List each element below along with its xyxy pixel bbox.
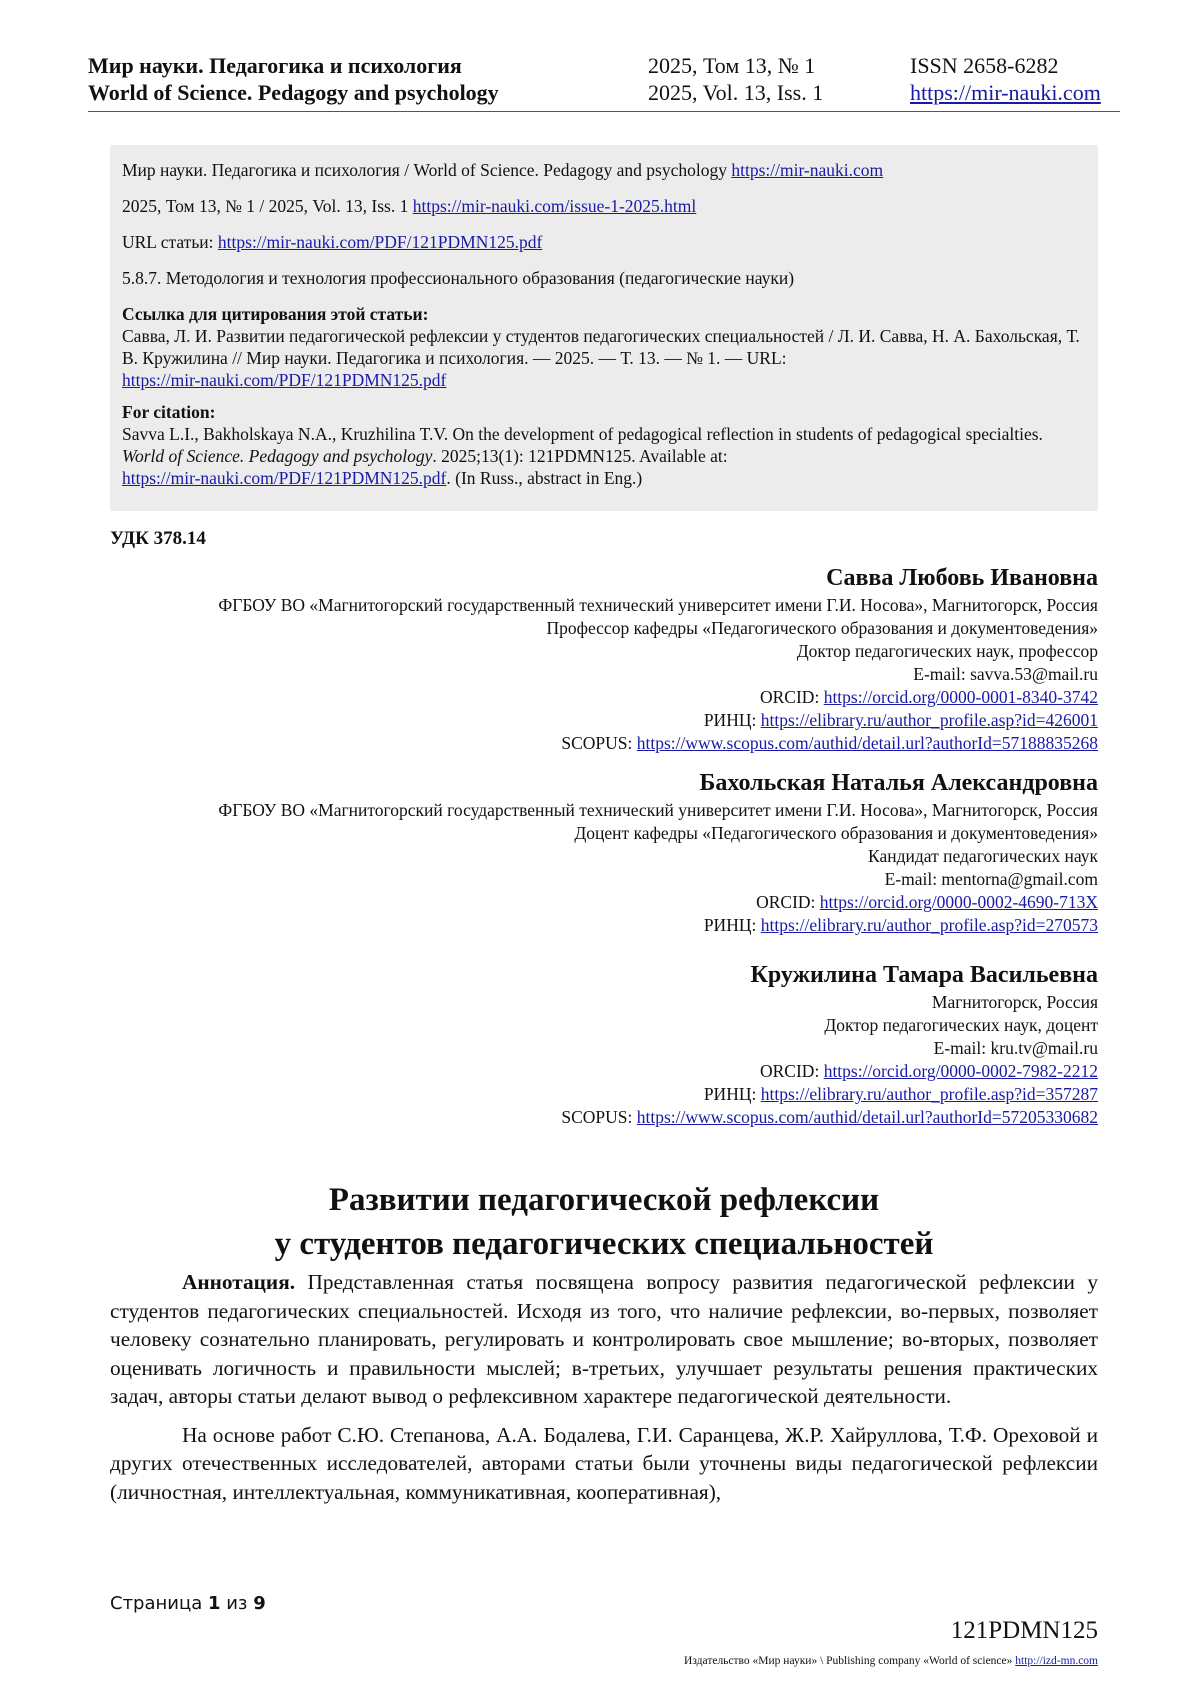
info-journal-text: Мир науки. Педагогика и психология / World of Science. Pedagogy and psychology xyxy=(122,160,732,180)
orcid-label: ORCID: xyxy=(760,1061,824,1081)
author-email: E-mail: savva.53@mail.ru xyxy=(913,664,1098,684)
issue-block xyxy=(648,52,823,106)
citation-ru-link[interactable]: https://mir-nauki.com/PDF/121PDMN125.pdf xyxy=(122,370,447,390)
rinc-link[interactable]: https://elibrary.ru/author_profile.asp?id=357287 xyxy=(760,1084,1098,1104)
info-url-link[interactable]: https://mir-nauki.com/PDF/121PDMN125.pdf xyxy=(217,232,543,252)
article-title-line-1: Развитии педагогической рефлексии xyxy=(328,1182,880,1218)
journal-title-en: World of Science. Pedagogy and psychology xyxy=(88,80,499,105)
orcid-label: ORCID: xyxy=(756,892,820,912)
author-3 xyxy=(98,959,1098,1129)
info-issue-link[interactable]: https://mir-nauki.com/issue-1-2025.html xyxy=(412,196,697,216)
author-scopus xyxy=(98,732,1098,755)
info-issue-text: 2025, Том 13, № 1 / 2025, Vol. 13, Iss. 1 xyxy=(122,196,413,216)
article-title-line-2: у студентов педагогических специальностей xyxy=(274,1226,934,1262)
udk-code: УДК 378.14 xyxy=(110,528,206,549)
page-prefix: Страница xyxy=(110,1593,208,1614)
citation-en-journal: World of Science. Pedagogy and psychology xyxy=(122,446,433,466)
author-email: E-mail: kru.tv@mail.ru xyxy=(933,1038,1098,1058)
citation-en-text: Savva L.I., Bakholskaya N.A., Kruzhilina T.V. On the development of pedagogical reflection in students of pedagogical specialties. xyxy=(122,424,1043,444)
citation-en xyxy=(122,401,1086,489)
rinc-link[interactable]: https://elibrary.ru/author_profile.asp?id=426001 xyxy=(760,710,1098,730)
author-email: E-mail: mentorna@gmail.com xyxy=(884,869,1098,889)
author-org: ФГБОУ ВО «Магнитогорский государственный технический университет имени Г.И. Носова», Магнитогорск, Россия xyxy=(218,800,1098,820)
page-current: 1 xyxy=(207,1593,221,1614)
issue-en: 2025, Vol. 13, Iss. 1 xyxy=(648,80,824,105)
orcid-link[interactable]: https://orcid.org/0000-0002-4690-713X xyxy=(819,892,1098,912)
orcid-link[interactable]: https://orcid.org/0000-0002-7982-2212 xyxy=(823,1061,1098,1081)
author-org: ФГБОУ ВО «Магнитогорский государственный технический университет имени Г.И. Носова», Магнитогорск, Россия xyxy=(218,595,1098,615)
author-rinc xyxy=(98,709,1098,732)
author-position: Профессор кафедры «Педагогического образования и документоведения» xyxy=(546,618,1098,638)
issn-block xyxy=(910,52,1101,106)
author-name: Савва Любовь Ивановна xyxy=(826,565,1098,591)
author-2 xyxy=(98,767,1098,937)
issue-ru: 2025, Том 13, № 1 xyxy=(648,53,816,78)
abstract-paragraph xyxy=(110,1268,1098,1411)
info-journal-link[interactable]: https://mir-nauki.com xyxy=(731,160,884,180)
article-info-box xyxy=(110,145,1098,511)
journal-site-link[interactable]: https://mir-nauki.com xyxy=(910,80,1101,105)
author-scopus xyxy=(98,1106,1098,1129)
page-total: 9 xyxy=(253,1593,266,1614)
publisher-line xyxy=(684,1655,1098,1667)
author-degree: Доктор педагогических наук, доцент xyxy=(824,1015,1098,1035)
page-mid: из xyxy=(220,1593,254,1614)
journal-title-ru: Мир науки. Педагогика и психология xyxy=(88,53,462,78)
body-paragraph-2: На основе работ С.Ю. Степанова, А.А. Бодалева, Г.И. Саранцева, Ж.Р. Хайруллова, Т.Ф. Ореховой и других отечественных исследователей, авторами статьи были уточнены виды педагогической рефлексии (личностная, интеллектуальная, коммуникативная, кооперативная), xyxy=(110,1422,1098,1504)
author-name: Бахольская Наталья Александровна xyxy=(699,770,1098,796)
author-degree: Кандидат педагогических наук xyxy=(868,846,1098,866)
authors-block xyxy=(98,562,1098,1141)
info-specialty: 5.8.7. Методология и технология профессионального образования (педагогические науки) xyxy=(122,268,795,288)
journal-header xyxy=(88,52,1120,112)
info-issue-line xyxy=(122,195,1086,217)
citation-en-tail: . 2025;13(1): 121PDMN125. Available at: xyxy=(432,446,728,466)
citation-en-end: . (In Russ., abstract in Eng.) xyxy=(446,468,643,488)
author-name: Кружилина Тамара Васильевна xyxy=(750,962,1098,988)
info-url-line xyxy=(122,231,1086,253)
article-title xyxy=(110,1178,1098,1266)
citation-ru-text: Савва, Л. И. Развитии педагогической рефлексии у студентов педагогических специальностей / Л. И. Савва, Н. А. Бахольская, Т. В. Кружилина // Мир науки. Педагогика и психология. — 2025. — Т. 13. — № 1. — URL: xyxy=(122,326,1080,368)
issn: ISSN 2658-6282 xyxy=(910,53,1059,78)
abstract-text: Представленная статья посвящена вопросу развития педагогической рефлексии у студентов педагогических специальностей. Исходя из того, что наличие рефлексии, во-первых, позволяет человеку сознательно планировать, регулировать и контролировать свое мышление; во-вторых, позволяет оценивать логичность и правильности мыслей; в-третьих, улучшает результаты решения практических задач, авторы статьи делают вывод о рефлексивном характере педагогической деятельности. xyxy=(110,1270,1098,1408)
author-orcid xyxy=(98,1060,1098,1083)
rinc-label: РИНЦ: xyxy=(703,710,761,730)
author-rinc xyxy=(98,1083,1098,1106)
citation-en-heading: For citation: xyxy=(122,402,216,422)
page-number xyxy=(110,1593,266,1614)
rinc-label: РИНЦ: xyxy=(703,915,761,935)
author-orcid xyxy=(98,891,1098,914)
scopus-link[interactable]: https://www.scopus.com/authid/detail.url?authorId=57205330682 xyxy=(636,1107,1098,1127)
author-1 xyxy=(98,562,1098,755)
citation-ru-heading: Ссылка для цитирования этой статьи: xyxy=(122,304,429,324)
scopus-label: SCOPUS: xyxy=(561,733,637,753)
citation-en-link[interactable]: https://mir-nauki.com/PDF/121PDMN125.pdf xyxy=(122,468,447,488)
author-city: Магнитогорск, Россия xyxy=(931,992,1098,1012)
publisher-text: Издательство «Мир науки» \ Publishing company «World of science» xyxy=(684,1655,1016,1667)
publisher-link[interactable]: http://izd-mn.com xyxy=(1015,1655,1098,1667)
orcid-link[interactable]: https://orcid.org/0000-0001-8340-3742 xyxy=(823,687,1098,707)
abstract-lead: Аннотация. xyxy=(182,1270,296,1294)
journal-title-block xyxy=(88,52,499,106)
rinc-label: РИНЦ: xyxy=(703,1084,761,1104)
citation-ru xyxy=(122,303,1086,391)
author-rinc xyxy=(98,914,1098,937)
author-degree: Доктор педагогических наук, профессор xyxy=(796,641,1098,661)
article-code: 121PDMN125 xyxy=(950,1617,1098,1644)
scopus-label: SCOPUS: xyxy=(561,1107,637,1127)
article-body xyxy=(110,1268,1098,1516)
orcid-label: ORCID: xyxy=(760,687,824,707)
scopus-link[interactable]: https://www.scopus.com/authid/detail.url?authorId=57188835268 xyxy=(636,733,1098,753)
rinc-link[interactable]: https://elibrary.ru/author_profile.asp?id=270573 xyxy=(760,915,1098,935)
info-url-label: URL статьи: xyxy=(122,232,218,252)
author-orcid xyxy=(98,686,1098,709)
author-position: Доцент кафедры «Педагогического образования и документоведения» xyxy=(574,823,1098,843)
info-journal-line xyxy=(122,159,1086,181)
